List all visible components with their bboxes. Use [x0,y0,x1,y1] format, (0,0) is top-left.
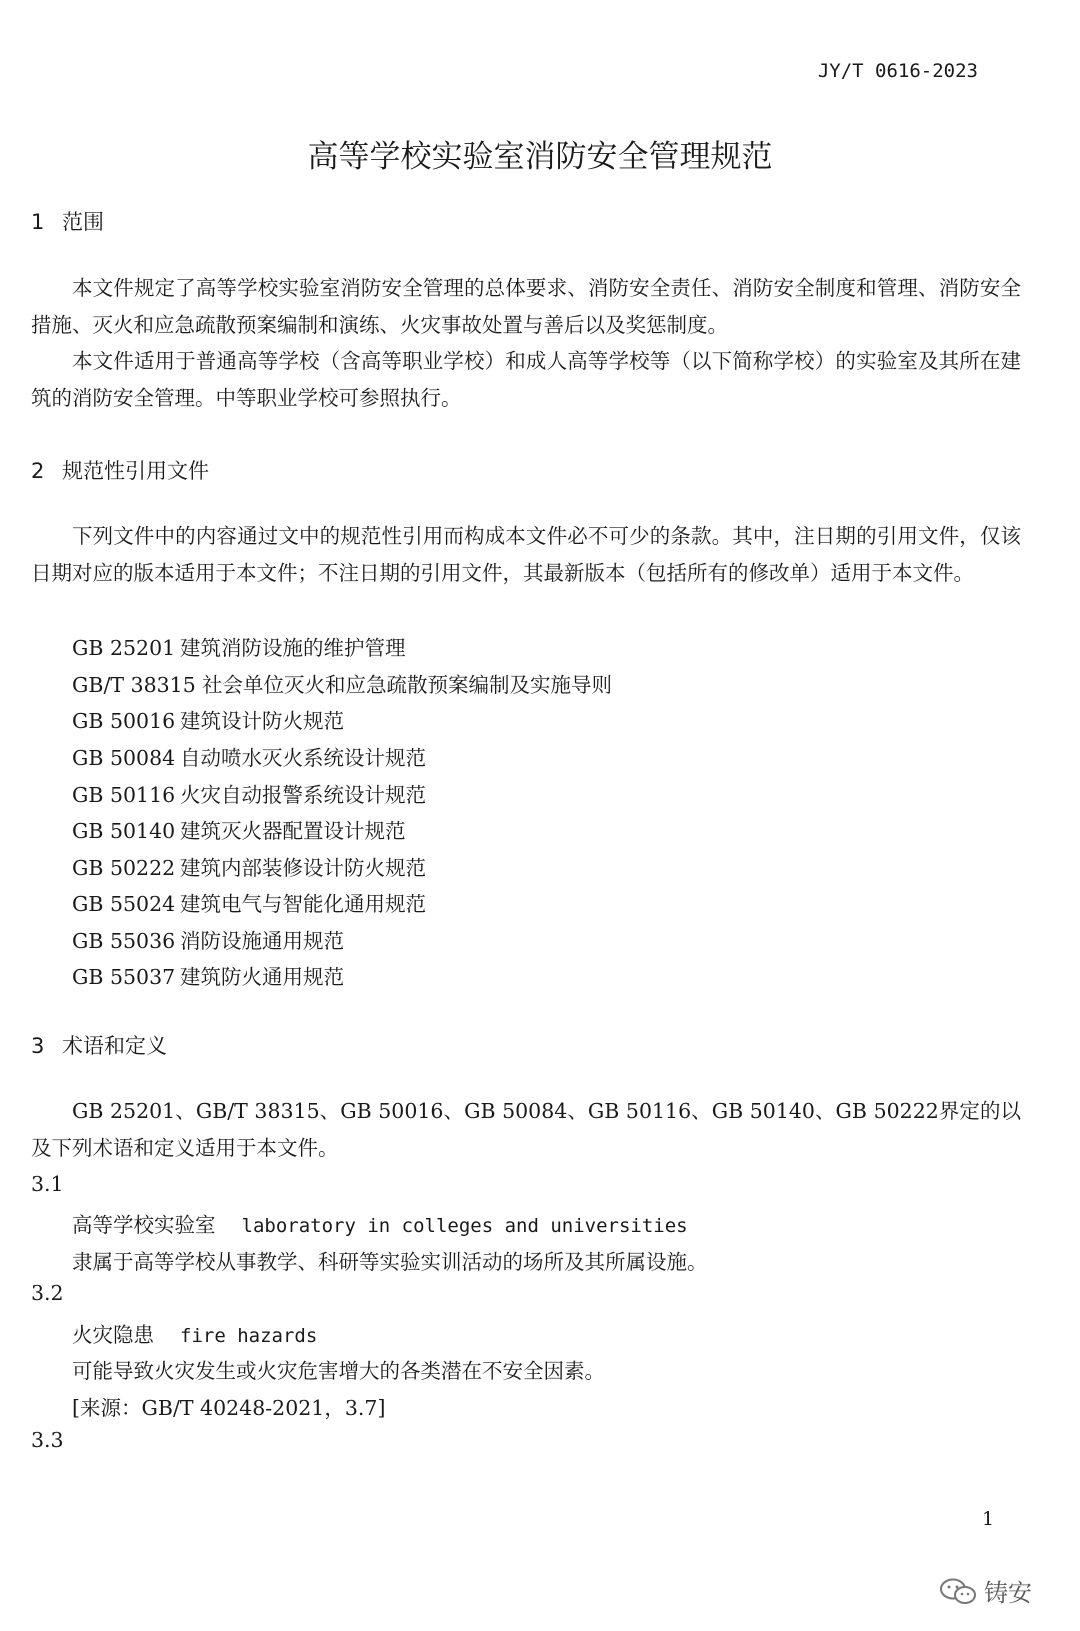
term-heading [72,1208,688,1238]
reference-item: GB/T 38315 社会单位灭火和应急疏散预案编制及实施导则 [72,673,612,697]
wechat-icon [938,1576,978,1606]
term-zh: 火灾隐患 [72,1323,154,1347]
term-number: 3.3 [31,1428,64,1452]
section-title: 术语和定义 [62,1034,167,1058]
section-number: 2 [31,459,45,483]
section-3-heading [31,1030,167,1060]
term-en: fire hazards [180,1325,318,1347]
term-en: laboratory in colleges and universities [241,1215,688,1237]
watermark [938,1573,1032,1608]
reference-item: GB 25201 建筑消防设施的维护管理 [72,636,406,660]
reference-item: GB 50116 火灾自动报警系统设计规范 [72,783,426,807]
reference-item: GB 50084 自动喷水灭火系统设计规范 [72,746,426,770]
reference-item: GB 55037 建筑防火通用规范 [72,965,344,989]
section-1-heading [31,206,104,236]
standard-number: JY/T 0616-2023 [817,60,978,82]
term-zh: 高等学校实验室 [72,1213,216,1237]
reference-item: GB 55024 建筑电气与智能化通用规范 [72,892,426,916]
section-1-paragraph-2: 本文件适用于普通高等学校（含高等职业学校）和成人高等学校等（以下简称学校）的实验室及其所在建筑的消防安全管理。中等职业学校可参照执行。 [31,349,1021,410]
section-2-intro: 下列文件中的内容通过文中的规范性引用而构成本文件必不可少的条款。其中，注日期的引用文件，仅该日期对应的版本适用于本文件；不注日期的引用文件，其最新版本（包括所有的修改单）适用于本文件。 [31,524,1021,585]
term-heading [72,1318,317,1348]
section-title: 范围 [62,210,104,234]
watermark-text: 铸安 [984,1579,1032,1607]
section-2-heading [31,455,209,485]
reference-item: GB 50222 建筑内部装修设计防火规范 [72,856,426,880]
term-definition: 隶属于高等学校从事教学、科研等实验实训活动的场所及其所属设施。 [72,1250,708,1274]
term-definition: 可能导致火灾发生或火灾危害增大的各类潜在不安全因素。 [72,1359,605,1383]
section-title: 规范性引用文件 [62,459,209,483]
term-number: 3.2 [31,1281,64,1305]
document-title: 高等学校实验室消防安全管理规范 [307,139,773,175]
page-number: 1 [982,1508,995,1530]
reference-item: GB 50016 建筑设计防火规范 [72,709,344,733]
section-number: 3 [31,1034,45,1058]
section-1-paragraph-1: 本文件规定了高等学校实验室消防安全管理的总体要求、消防安全责任、消防安全制度和管理、消防安全措施、灭火和应急疏散预案编制和演练、火灾事故处置与善后以及奖惩制度。 [31,276,1021,337]
reference-item: GB 50140 建筑灭火器配置设计规范 [72,819,406,843]
term-number: 3.1 [31,1172,64,1196]
reference-item: GB 55036 消防设施通用规范 [72,929,344,953]
term-source: [来源：GB/T 40248-2021，3.7] [72,1396,386,1420]
section-number: 1 [31,210,45,234]
section-3-intro: GB 25201、GB/T 38315、GB 50016、GB 50084、GB 50116、GB 50140、GB 50222界定的以及下列术语和定义适用于本文件。 [31,1099,1021,1160]
